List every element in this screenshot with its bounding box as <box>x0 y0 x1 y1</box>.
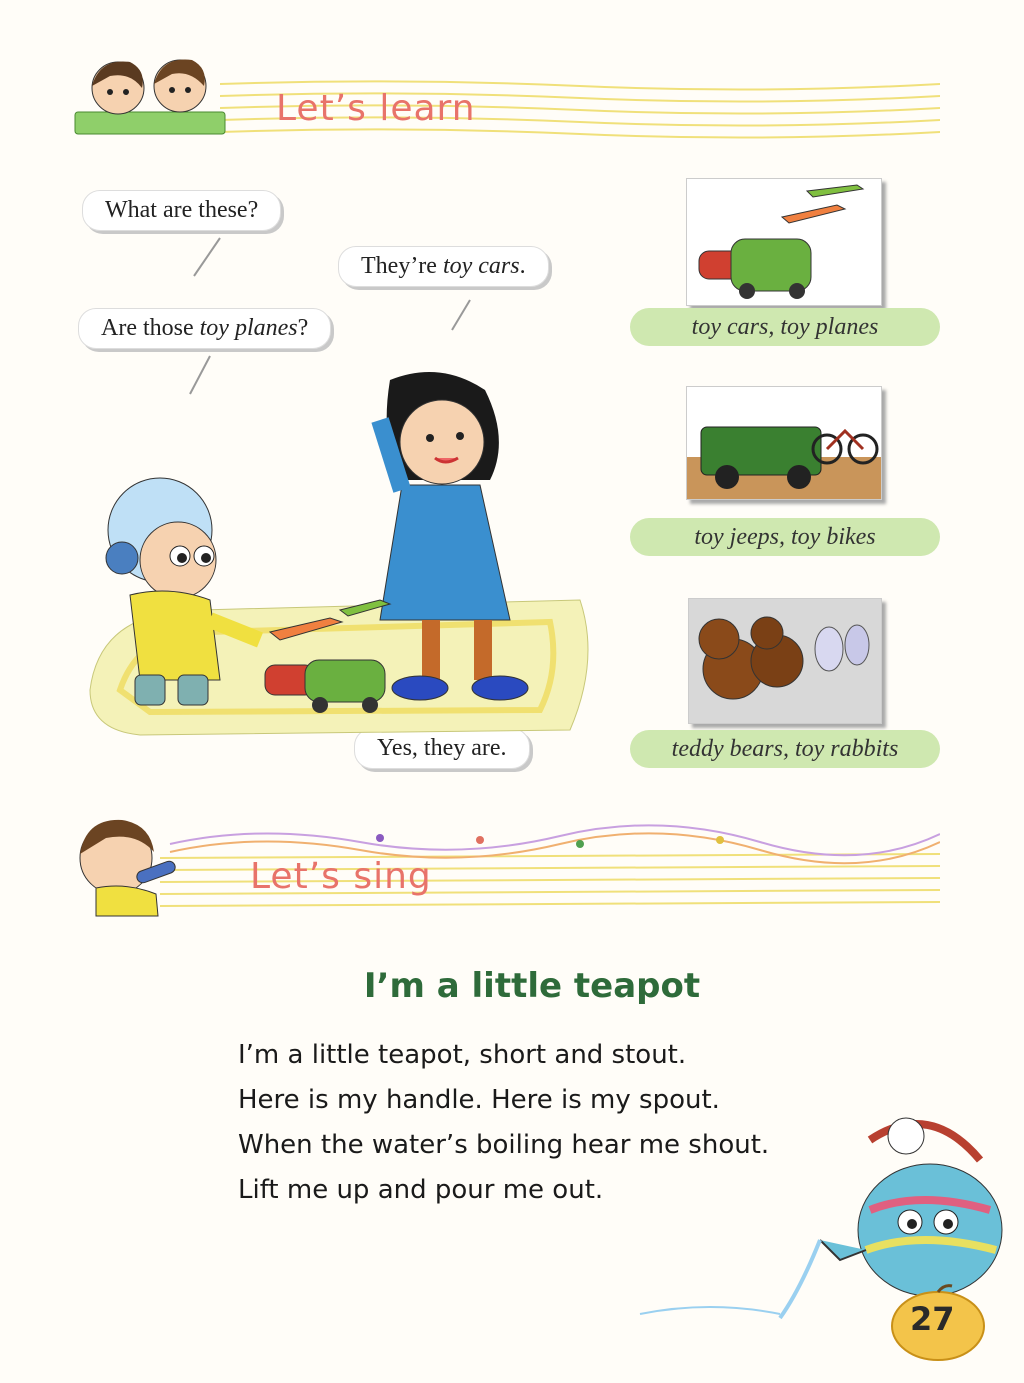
lets-sing-title: Let’s sing <box>250 856 432 897</box>
bubble-italic-text: toy planes <box>199 315 298 341</box>
caption-teddy-bears-rabbits: teddy bears, toy rabbits <box>630 730 940 768</box>
reading-kids-illustration <box>70 50 230 140</box>
photo-toy-jeeps-bikes <box>686 386 882 500</box>
bubble-italic-text: toy cars <box>442 253 520 279</box>
bubble-text: They’re <box>361 253 443 279</box>
song-line: Here is my handle. Here is my spout. <box>238 1085 720 1115</box>
lets-learn-title: Let’s learn <box>276 88 476 129</box>
song-line: When the water’s boiling hear me shout. <box>238 1130 770 1160</box>
bubble-text: . <box>519 253 526 279</box>
bubble-what-are-these <box>82 190 281 231</box>
toy-jeeps-bikes-picture <box>687 387 881 499</box>
toy-cars-planes-picture <box>687 179 881 305</box>
kids-playing-with-toys-illustration <box>80 360 600 740</box>
song-title: I’m a little teapot <box>363 966 701 1006</box>
photo-toy-cars-planes <box>686 178 882 306</box>
bubble-text: ? <box>297 315 309 341</box>
caption-toy-cars-planes: toy cars, toy planes <box>630 308 940 346</box>
bubble-text: Are those <box>101 315 200 341</box>
song-line: I’m a little teapot, short and stout. <box>238 1040 687 1070</box>
photo-teddy-bears-rabbits <box>688 598 882 724</box>
bubble-text: What are these? <box>105 197 259 223</box>
page-number: 27 <box>910 1300 955 1338</box>
bubble-text: Yes, they are. <box>377 735 507 761</box>
singing-boy-illustration <box>66 808 216 918</box>
song-line: Lift me up and pour me out. <box>238 1175 604 1205</box>
teddy-bears-rabbits-picture <box>689 599 881 723</box>
caption-toy-jeeps-bikes: toy jeeps, toy bikes <box>630 518 940 556</box>
